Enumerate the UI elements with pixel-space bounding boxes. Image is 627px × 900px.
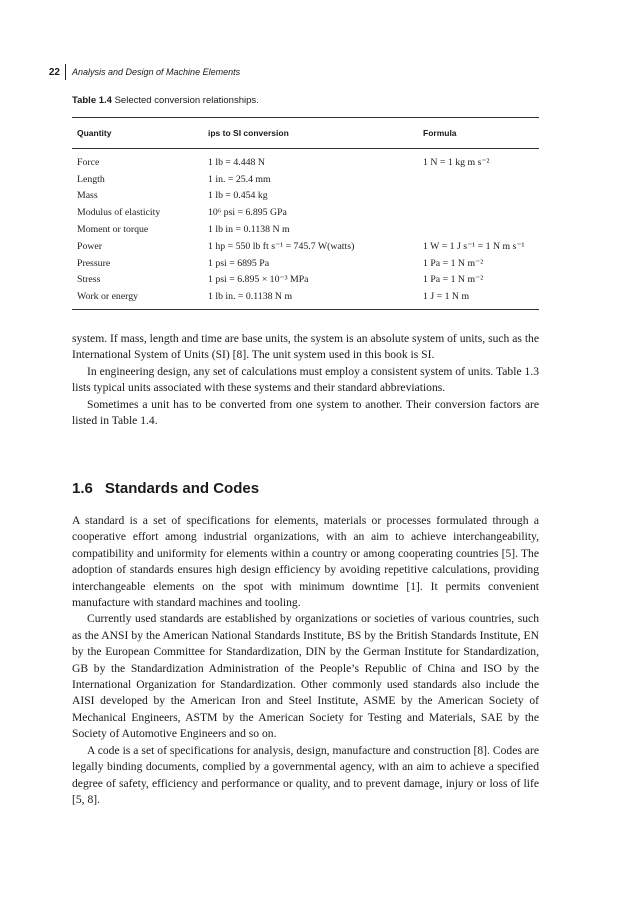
cell-conversion: 1 psi = 6.895 × 10⁻³ MPa — [208, 274, 309, 286]
cell-conversion: 1 in. = 25.4 mm — [208, 173, 271, 185]
table-row — [72, 171, 539, 188]
table-row — [72, 204, 539, 221]
table-row — [72, 238, 539, 255]
column-header-conversion: ips to SI conversion — [208, 128, 289, 138]
cell-conversion: 1 hp = 550 lb ft s⁻¹ = 745.7 W(watts) — [208, 240, 355, 252]
cell-quantity: Mass — [77, 190, 98, 202]
table-header-row — [72, 118, 539, 148]
cell-conversion: 1 lb in = 0.1138 N m — [208, 224, 290, 236]
table-bottom-rule — [72, 309, 539, 310]
paragraph: A standard is a set of specifications for elements, materials or processes formulated through a cooperative effort among industrial organizations, with an aim to achieve interchangeability, compatibility and uniformity for elements within a country or among cooperating countries [5]. The adoption of standards ensures high design efficiency by avoiding repetitive calculations, providing interchangeable elements on the spot with minimum downtime [1]. It permits convenient manufacture with standard machines and tooling. — [72, 514, 539, 610]
cell-quantity: Stress — [77, 274, 101, 286]
header-divider — [65, 64, 66, 80]
paragraph: system. If mass, length and time are base units, the system is an absolute system of units, such as the International System of Units (SI) [8]. The unit system used in this book is SI. — [72, 332, 539, 362]
cell-conversion: 1 lb in. = 0.1138 N m — [208, 291, 293, 303]
cell-conversion: 1 lb = 0.454 kg — [208, 190, 268, 202]
body-text-upper — [72, 331, 539, 429]
table-row — [72, 288, 539, 305]
cell-conversion: 1 lb = 4.448 N — [208, 156, 265, 168]
table-row — [72, 272, 539, 289]
paragraph: Sometimes a unit has to be converted from one system to another. Their conversion factors are listed in Table 1.4. — [72, 397, 539, 428]
cell-formula: 1 W = 1 J s⁻¹ = 1 N m s⁻¹ — [423, 240, 525, 252]
section-number: 1.6 — [72, 480, 93, 497]
table-row — [72, 221, 539, 238]
paragraph: In engineering design, any set of calculations must employ a consistent system of units. Table 1.3 lists typical units associated with these systems and their standard abbreviations. — [72, 364, 539, 395]
conversion-table — [72, 117, 539, 310]
cell-formula: 1 Pa = 1 N m⁻² — [423, 257, 484, 269]
cell-formula: 1 N = 1 kg m s⁻² — [423, 156, 490, 168]
column-header-formula: Formula — [423, 128, 457, 138]
cell-quantity: Length — [77, 173, 105, 185]
cell-formula: 1 Pa = 1 N m⁻² — [423, 274, 484, 286]
table-row — [72, 255, 539, 272]
running-head — [34, 64, 240, 80]
book-title: Analysis and Design of Machine Elements — [72, 67, 241, 77]
cell-quantity: Power — [77, 240, 103, 252]
cell-conversion: 10⁶ psi = 6.895 GPa — [208, 207, 287, 219]
cell-quantity: Work or energy — [77, 291, 139, 303]
cell-quantity: Modulus of elasticity — [77, 207, 161, 219]
page-number: 22 — [48, 66, 60, 78]
table-caption-text: Selected conversion relationships. — [114, 95, 259, 106]
section-title: Standards and Codes — [104, 480, 260, 497]
cell-quantity: Pressure — [77, 257, 111, 269]
cell-formula: 1 J = 1 N m — [423, 291, 470, 303]
section-heading — [72, 480, 259, 497]
column-header-quantity: Quantity — [77, 128, 112, 138]
table-caption-label: Table 1.4 — [72, 95, 112, 106]
cell-quantity: Moment or torque — [77, 224, 149, 236]
table-row — [72, 154, 539, 171]
paragraph: Currently used standards are established by organizations or societies of various countries, such as the ANSI by the American National Standards Institute, BS by the British Standards Institute, EN by the European Committee for Standardization, DIN by the German Institute for Standardization, GB by the Standardization Administration of the People’s Republic of China and ISO by the International Organization for Standardization. Other commonly used standards also include the AISI developed by the American Iron and Steel Institute, ASME by the American Society of Mechanical Engineers, ASTM by the American Society for Testing and Materials, SAE by the Society of Automotive Engineers and so on. — [72, 612, 539, 741]
paragraph: A code is a set of specifications for analysis, design, manufacture and construction [8]. Codes are legally binding documents, complied by a governmental agency, with an aim to achieve a specified degree of safety, efficiency and performance or quality, and to prevent damage, injury or loss of life [5, 8]. — [72, 743, 539, 806]
table-row — [72, 188, 539, 205]
body-text-lower — [72, 513, 539, 808]
table-caption — [72, 95, 259, 106]
cell-quantity: Force — [77, 156, 100, 168]
cell-conversion: 1 psi = 6895 Pa — [208, 257, 270, 269]
table-body — [72, 149, 539, 309]
